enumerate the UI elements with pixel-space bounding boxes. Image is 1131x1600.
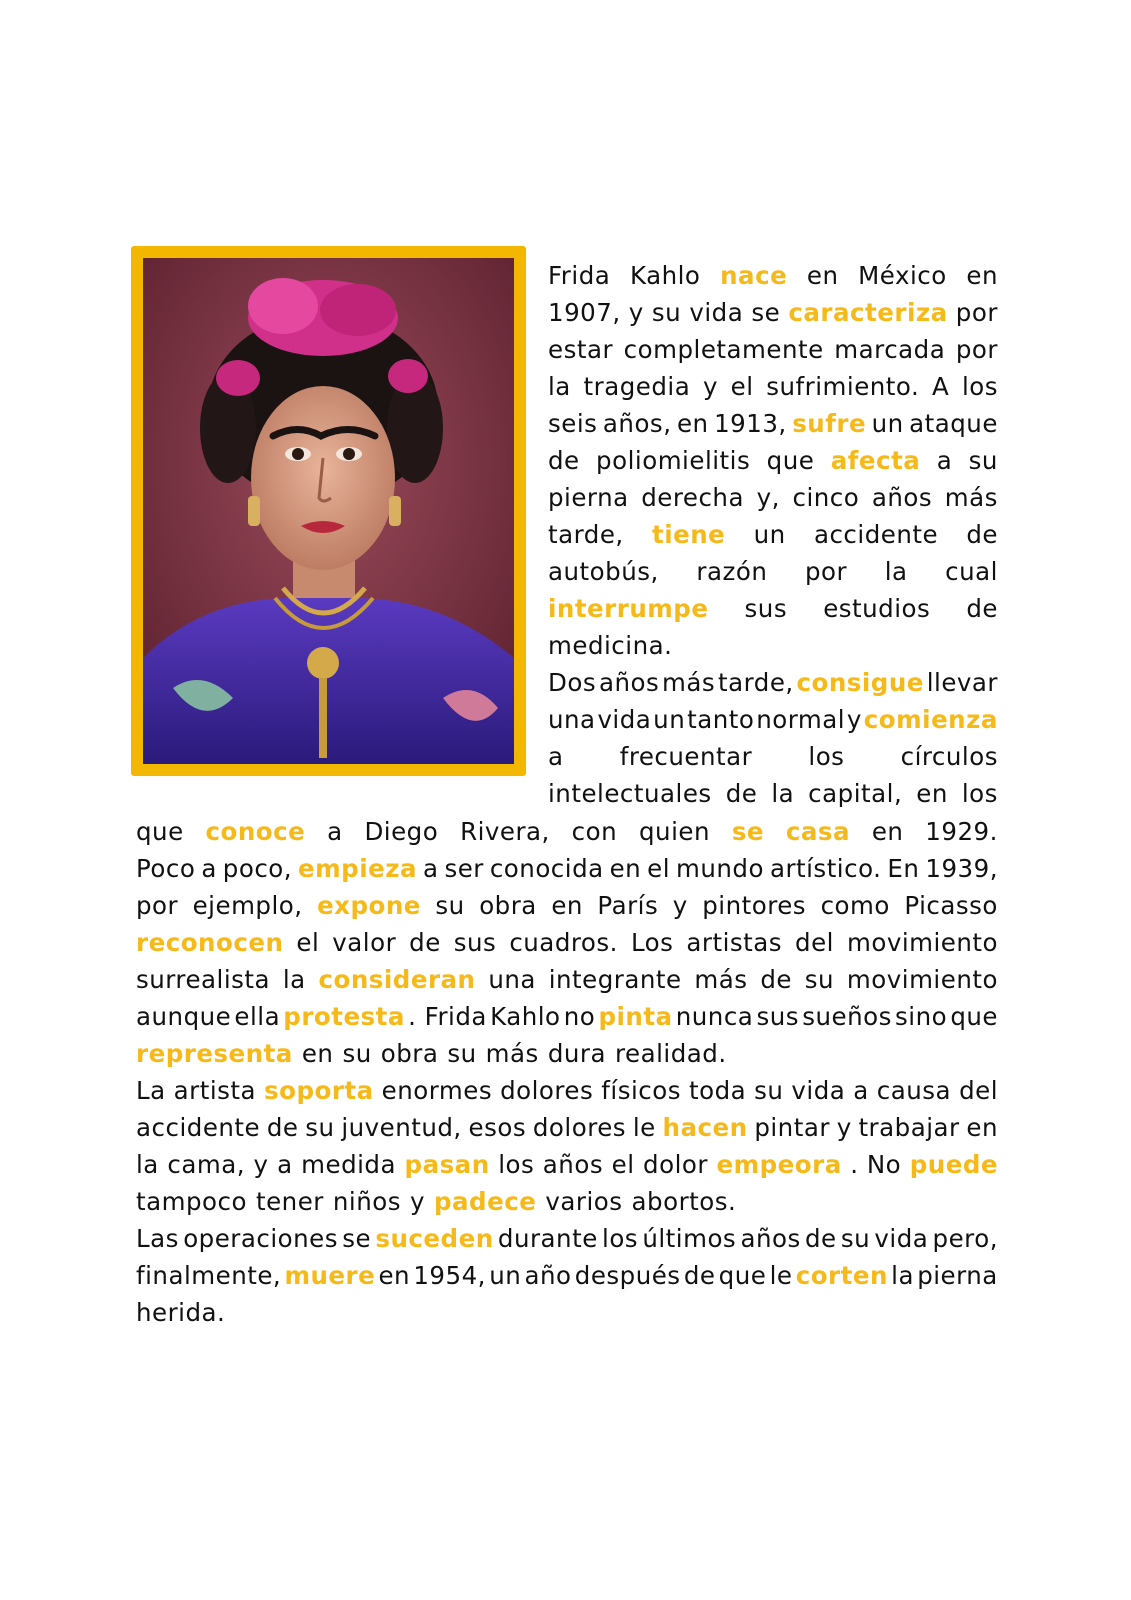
- word: por: [136, 891, 179, 920]
- word: artistas: [686, 928, 783, 957]
- word: la: [771, 779, 795, 808]
- word: tarde,: [718, 668, 794, 697]
- word: 1954,: [413, 1261, 486, 1290]
- word: su: [754, 1076, 784, 1105]
- word: que: [766, 446, 815, 475]
- word: años: [740, 1224, 801, 1253]
- text-line: [136, 850, 998, 887]
- word: mundo: [676, 854, 764, 883]
- portrait-image: [131, 246, 526, 776]
- highlighted-verb: afecta: [830, 446, 921, 475]
- word: y: [672, 891, 688, 920]
- word: su: [651, 298, 682, 327]
- text-line: [136, 813, 998, 850]
- word: toda: [688, 1076, 747, 1105]
- word: valor: [332, 928, 397, 957]
- word: le: [769, 1261, 793, 1290]
- word: y: [836, 1113, 852, 1142]
- word: le: [632, 1113, 656, 1142]
- word: en: [609, 854, 642, 883]
- text-line: [136, 1183, 998, 1220]
- word: de: [966, 520, 998, 549]
- word: Los: [630, 928, 674, 957]
- word: surrealista: [136, 965, 271, 994]
- word: los: [961, 779, 998, 808]
- word: a: [936, 446, 953, 475]
- word: conocida: [489, 854, 604, 883]
- word: a: [277, 1150, 293, 1179]
- word: y: [846, 705, 862, 734]
- highlighted-verb: empieza: [298, 854, 418, 883]
- word: vida: [689, 298, 744, 327]
- text-line: [548, 257, 998, 294]
- word: de: [548, 446, 580, 475]
- word: capital,: [808, 779, 903, 808]
- word: los: [602, 1224, 639, 1253]
- word: círculos: [900, 742, 998, 771]
- word: en: [966, 261, 998, 290]
- word: su: [804, 965, 835, 994]
- text-line: [136, 1294, 998, 1331]
- word: accidente: [813, 520, 939, 549]
- word: tanto: [687, 705, 755, 734]
- word: herida.: [136, 1298, 226, 1327]
- word: del: [959, 1076, 998, 1105]
- word: artístico.: [769, 854, 882, 883]
- word: su: [968, 446, 998, 475]
- word: México: [858, 261, 947, 290]
- word: dolor: [643, 1150, 708, 1179]
- text-line: [136, 961, 998, 998]
- word: sus: [756, 1002, 800, 1031]
- highlighted-verb: padece: [433, 1187, 537, 1216]
- text-line: [548, 368, 998, 405]
- word: quien: [639, 817, 710, 846]
- word: ejemplo,: [192, 891, 303, 920]
- word: más: [944, 483, 998, 512]
- word: estudios: [823, 594, 931, 623]
- word: obra: [380, 1039, 439, 1068]
- word: años: [598, 668, 660, 697]
- word: y: [628, 298, 644, 327]
- text-line: [136, 998, 998, 1035]
- word: su: [840, 1224, 871, 1253]
- word: estar: [548, 335, 614, 364]
- word: su: [447, 1039, 477, 1068]
- word: la: [136, 1150, 159, 1179]
- word: más: [694, 965, 748, 994]
- highlighted-verb: se: [731, 817, 765, 846]
- word: de: [966, 594, 998, 623]
- text-line: [548, 775, 998, 812]
- word: no: [563, 1002, 596, 1031]
- word: de: [683, 1261, 716, 1290]
- word: . Frida: [408, 1002, 487, 1031]
- word: vida: [597, 705, 652, 734]
- word: cama,: [167, 1150, 246, 1179]
- word: 1913,: [714, 409, 787, 438]
- word: en: [966, 1113, 998, 1142]
- word: medida: [301, 1150, 396, 1179]
- word: años: [542, 1150, 604, 1179]
- word: años: [871, 483, 933, 512]
- highlighted-verb: hacen: [662, 1113, 748, 1142]
- word: ella: [234, 1002, 281, 1031]
- word: autobús,: [548, 557, 659, 586]
- text-line: [548, 294, 998, 331]
- word: una: [488, 965, 536, 994]
- word: pierna: [917, 1261, 998, 1290]
- word: y: [409, 1187, 425, 1216]
- word: la: [891, 1261, 914, 1290]
- word: frecuentar: [619, 742, 753, 771]
- word: su: [435, 891, 465, 920]
- word: derecha: [641, 483, 744, 512]
- word: y,: [756, 483, 780, 512]
- word: finalmente,: [136, 1261, 282, 1290]
- word: La: [136, 1076, 166, 1105]
- word: dura: [547, 1039, 606, 1068]
- word: enormes: [381, 1076, 493, 1105]
- word: cual: [945, 557, 998, 586]
- text-line: [136, 1146, 998, 1183]
- text-line: [548, 590, 998, 627]
- word: la: [282, 965, 306, 994]
- highlighted-verb: protesta: [283, 1002, 405, 1031]
- word: en: [551, 891, 583, 920]
- text-line: [548, 442, 998, 479]
- word: poliomielitis: [596, 446, 751, 475]
- word: por: [804, 557, 848, 586]
- word: Kahlo: [490, 1002, 561, 1031]
- word: pintores: [702, 891, 807, 920]
- word: año: [524, 1261, 572, 1290]
- word: pintar: [754, 1113, 830, 1142]
- highlighted-verb: consideran: [318, 965, 476, 994]
- word: movimiento: [846, 928, 998, 957]
- word: 1907,: [548, 298, 621, 327]
- word: a: [201, 854, 217, 883]
- text-line: [548, 553, 998, 590]
- text-line: [136, 1109, 998, 1146]
- word: en: [378, 1261, 411, 1290]
- text-line: [136, 1035, 998, 1072]
- word: se: [342, 1224, 372, 1253]
- word: dolores: [500, 1076, 594, 1105]
- word: cuadros.: [509, 928, 618, 957]
- highlighted-verb: pinta: [598, 1002, 673, 1031]
- word: . No: [850, 1150, 902, 1179]
- text-line: [548, 516, 998, 553]
- word: una: [548, 705, 596, 734]
- word: Las: [136, 1224, 179, 1253]
- highlighted-verb: pasan: [404, 1150, 490, 1179]
- frida-portrait-illustration: [143, 258, 514, 764]
- text-line: [136, 924, 998, 961]
- word: los: [808, 742, 845, 771]
- word: 1929.: [925, 817, 998, 846]
- word: a: [327, 817, 343, 846]
- word: el: [647, 854, 671, 883]
- word: medicina.: [548, 631, 673, 660]
- text-column-beside-portrait: [548, 257, 998, 812]
- word: la: [884, 557, 908, 586]
- word: artista: [173, 1076, 257, 1105]
- word: marcada: [834, 335, 946, 364]
- word: a: [422, 854, 439, 883]
- highlighted-verb: consigue: [796, 668, 924, 697]
- word: y: [702, 372, 718, 401]
- word: su: [305, 1113, 335, 1142]
- word: llevar: [926, 668, 998, 697]
- word: y: [253, 1150, 269, 1179]
- word: Kahlo: [629, 261, 701, 290]
- highlighted-verb: comienza: [863, 705, 998, 734]
- highlighted-verb: tiene: [651, 520, 726, 549]
- word: que: [136, 817, 184, 846]
- text-line: [136, 1257, 998, 1294]
- word: por: [955, 298, 998, 327]
- word: la: [548, 372, 571, 401]
- word: vida: [874, 1224, 929, 1253]
- word: vida: [791, 1076, 846, 1105]
- word: niños: [332, 1187, 401, 1216]
- word: Picasso: [904, 891, 998, 920]
- text-line: [548, 331, 998, 368]
- word: más: [485, 1039, 539, 1068]
- word: a: [548, 742, 564, 771]
- word: Frida: [548, 261, 611, 290]
- word: Diego: [364, 817, 439, 846]
- word: a: [853, 1076, 869, 1105]
- highlighted-verb: caracteriza: [788, 298, 948, 327]
- word: 1939,: [925, 854, 998, 883]
- highlighted-verb: puede: [909, 1150, 998, 1179]
- word: ser: [444, 854, 484, 883]
- word: razón: [696, 557, 768, 586]
- word: se: [751, 298, 781, 327]
- word: integrante: [548, 965, 682, 994]
- word: su: [342, 1039, 372, 1068]
- text-line: [136, 1220, 998, 1257]
- word: nunca: [675, 1002, 754, 1031]
- word: en: [916, 779, 948, 808]
- word: Dos: [548, 668, 597, 697]
- word: del: [795, 928, 834, 957]
- highlighted-verb: interrumpe: [548, 594, 709, 623]
- word: cinco: [792, 483, 860, 512]
- word: los: [961, 372, 998, 401]
- word: años,: [602, 409, 672, 438]
- word: con: [571, 817, 618, 846]
- word: de: [805, 1224, 837, 1253]
- word: en: [871, 817, 904, 846]
- highlighted-verb: empeora: [716, 1150, 842, 1179]
- word: un: [489, 1261, 522, 1290]
- word: obra: [479, 891, 537, 920]
- word: abortos.: [631, 1187, 737, 1216]
- word: como: [820, 891, 890, 920]
- word: por: [955, 335, 998, 364]
- word: varios: [545, 1187, 623, 1216]
- word: realidad.: [615, 1039, 727, 1068]
- word: seis: [548, 409, 598, 438]
- word: completamente: [623, 335, 824, 364]
- word: París: [597, 891, 659, 920]
- word: más: [662, 668, 716, 697]
- word: sueños: [802, 1002, 892, 1031]
- highlighted-verb: representa: [136, 1039, 293, 1068]
- word: sufrimiento.: [766, 372, 920, 401]
- word: En: [887, 854, 920, 883]
- word: de: [725, 779, 758, 808]
- text-body-full-width: [136, 813, 998, 1331]
- highlighted-verb: conoce: [205, 817, 306, 846]
- word: un: [653, 705, 686, 734]
- word: ataque: [909, 409, 998, 438]
- word: de: [760, 965, 792, 994]
- word: un: [871, 409, 904, 438]
- word: sus: [744, 594, 788, 623]
- word: aunque: [136, 1002, 232, 1031]
- word: en: [676, 409, 709, 438]
- text-line: [548, 738, 998, 775]
- word: el: [611, 1150, 635, 1179]
- word: el: [730, 372, 754, 401]
- text-line: [548, 664, 998, 701]
- word: esos: [468, 1113, 527, 1142]
- highlighted-verb: expone: [317, 891, 421, 920]
- word: tarde,: [548, 520, 624, 549]
- highlighted-verb: casa: [785, 817, 851, 846]
- word: sus: [453, 928, 497, 957]
- word: pero,: [932, 1224, 998, 1253]
- word: pierna: [548, 483, 629, 512]
- highlighted-verb: sufre: [792, 409, 867, 438]
- word: dolores: [532, 1113, 627, 1142]
- word: normal: [756, 705, 846, 734]
- word: trabajar: [858, 1113, 960, 1142]
- text-line: [136, 1072, 998, 1109]
- word: físicos: [601, 1076, 681, 1105]
- word: un: [753, 520, 786, 549]
- word: el: [296, 928, 320, 957]
- highlighted-verb: muere: [284, 1261, 376, 1290]
- word: movimiento: [846, 965, 998, 994]
- highlighted-verb: reconocen: [136, 928, 284, 957]
- word: Poco: [136, 854, 196, 883]
- word: Rivera,: [460, 817, 550, 846]
- word: tener: [256, 1187, 324, 1216]
- word: accidente: [136, 1113, 261, 1142]
- word: operaciones: [183, 1224, 339, 1253]
- word: causa: [876, 1076, 952, 1105]
- word: los: [498, 1150, 535, 1179]
- word: en: [806, 261, 839, 290]
- word: después: [574, 1261, 681, 1290]
- word: en: [301, 1039, 334, 1068]
- word: de: [409, 928, 441, 957]
- word: poco,: [222, 854, 293, 883]
- highlighted-verb: nace: [720, 261, 788, 290]
- text-line: [548, 405, 998, 442]
- word: últimos: [642, 1224, 737, 1253]
- highlighted-verb: corten: [795, 1261, 888, 1290]
- text-line: [548, 479, 998, 516]
- word: sino: [895, 1002, 948, 1031]
- word: tampoco: [136, 1187, 247, 1216]
- word: que: [718, 1261, 767, 1290]
- word: tragedia: [583, 372, 691, 401]
- text-line: [548, 701, 998, 738]
- word: intelectuales: [548, 779, 712, 808]
- text-line: [136, 887, 998, 924]
- word: durante: [497, 1224, 598, 1253]
- word: de: [266, 1113, 299, 1142]
- word: A: [931, 372, 950, 401]
- word: que: [950, 1002, 998, 1031]
- word: juventud,: [341, 1113, 462, 1142]
- text-line: [548, 627, 998, 664]
- highlighted-verb: soporta: [264, 1076, 374, 1105]
- highlighted-verb: suceden: [375, 1224, 494, 1253]
